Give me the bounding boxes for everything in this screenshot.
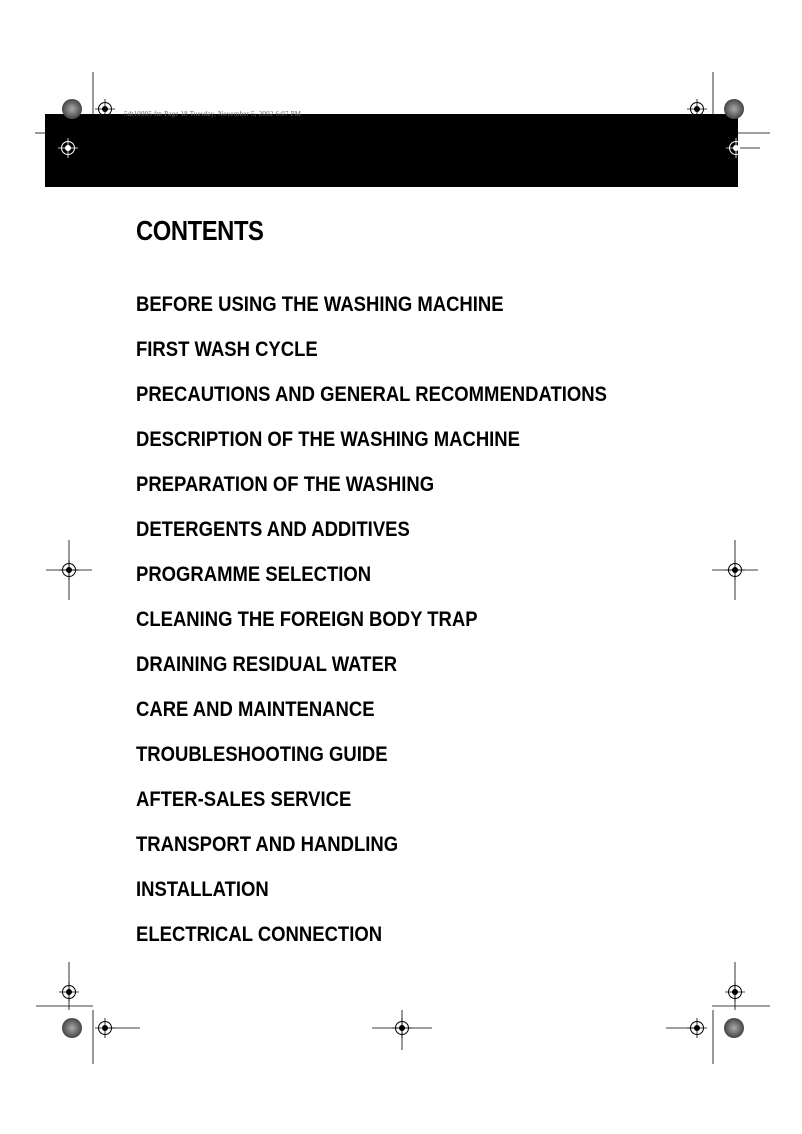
- color-bar-disc-icon: [724, 1018, 744, 1038]
- print-slug: 5dt10005 fm Page 18 Tuesday, November 5, 2002 6:07 PM: [124, 110, 302, 118]
- contents-item[interactable]: DETERGENTS AND ADDITIVES: [136, 518, 410, 541]
- color-bar-disc-icon: [62, 99, 82, 119]
- registration-mark-icon: [687, 1018, 707, 1038]
- registration-mark-icon: [95, 1018, 115, 1038]
- color-bar-disc-icon: [62, 1018, 82, 1038]
- contents-item[interactable]: CARE AND MAINTENANCE: [136, 698, 375, 721]
- crop-marks-top: [35, 72, 770, 133]
- page-title: CONTENTS: [136, 215, 264, 246]
- registration-mark-icon: [687, 99, 707, 119]
- contents-item[interactable]: PROGRAMME SELECTION: [136, 563, 372, 586]
- registration-mark-icon: [725, 982, 745, 1002]
- contents-item[interactable]: TROUBLESHOOTING GUIDE: [136, 743, 388, 766]
- contents-item[interactable]: FIRST WASH CYCLE: [136, 338, 318, 361]
- registration-mark-icon: [59, 982, 79, 1002]
- contents-item[interactable]: BEFORE USING THE WASHING MACHINE: [136, 293, 504, 316]
- color-bar-disc-icon: [724, 99, 744, 119]
- contents-list: [136, 290, 756, 965]
- contents-item[interactable]: ELECTRICAL CONNECTION: [136, 923, 383, 946]
- contents-item[interactable]: DRAINING RESIDUAL WATER: [136, 653, 398, 676]
- registration-mark-icon: [58, 138, 78, 158]
- contents-item[interactable]: AFTER-SALES SERVICE: [136, 788, 352, 811]
- registration-mark-icon: [95, 99, 115, 119]
- contents-item[interactable]: PREPARATION OF THE WASHING: [136, 473, 435, 496]
- contents-item[interactable]: CLEANING THE FOREIGN BODY TRAP: [136, 608, 478, 631]
- contents-item[interactable]: TRANSPORT AND HANDLING: [136, 833, 399, 856]
- contents-item[interactable]: PRECAUTIONS AND GENERAL RECOMMENDATIONS: [136, 383, 607, 406]
- contents-item[interactable]: DESCRIPTION OF THE WASHING MACHINE: [136, 428, 520, 451]
- center-registration-bottom: [372, 1010, 432, 1050]
- crop-marks-bottom: [36, 962, 770, 1064]
- side-registration-left: [46, 540, 92, 600]
- contents-item[interactable]: INSTALLATION: [136, 878, 269, 901]
